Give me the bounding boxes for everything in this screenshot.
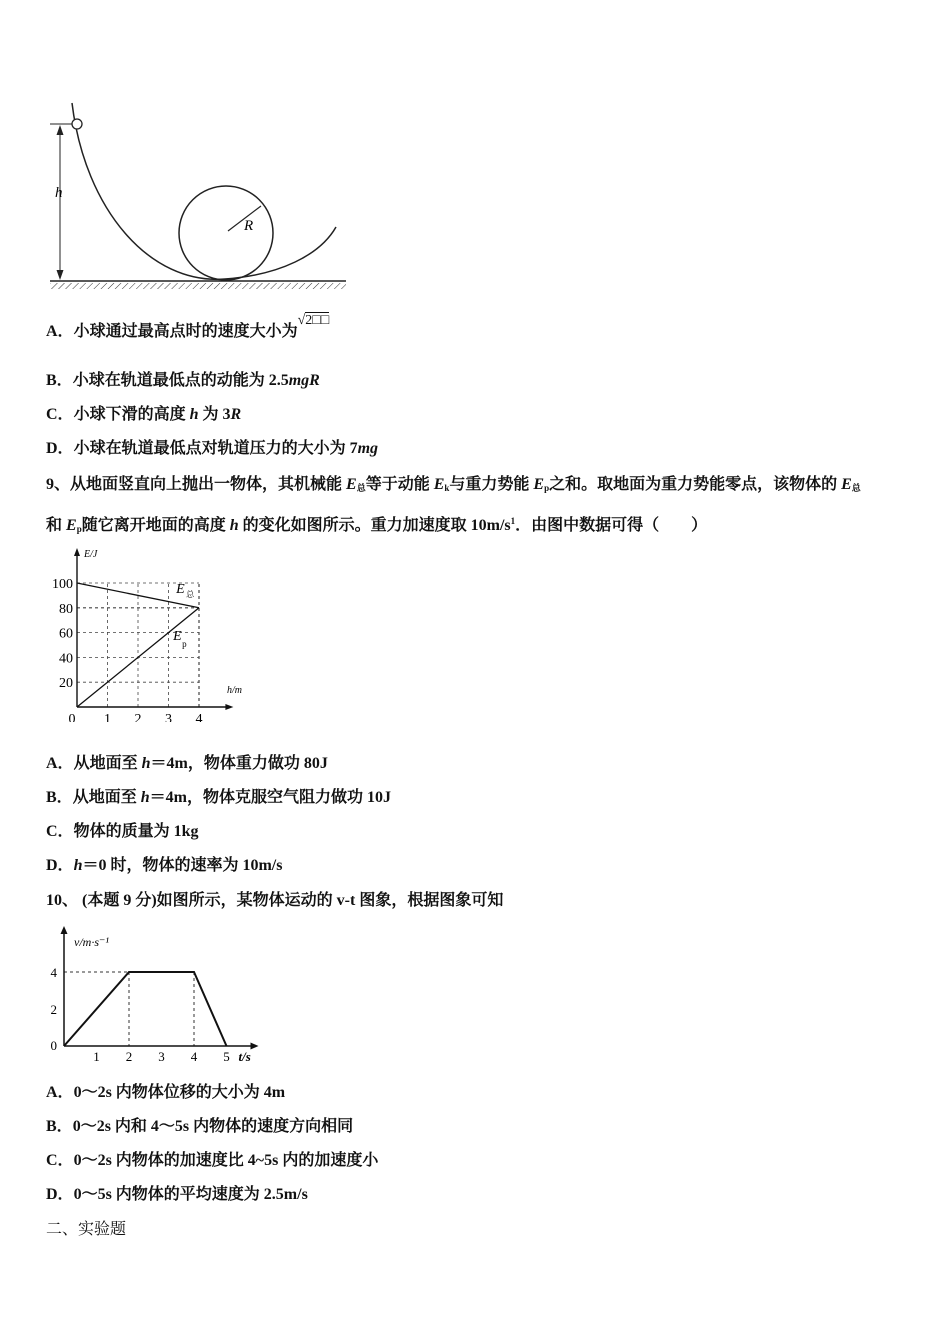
option-letter: C． [46, 823, 74, 840]
x-axis-label: h/m [227, 685, 242, 696]
y-tick-label: 80 [59, 601, 73, 617]
option-letter: A． [46, 323, 74, 340]
option-text: 0～2s 内物体位移的大小为 4m [73, 1084, 286, 1101]
option-var: h [140, 789, 150, 806]
x-tick-label: 2 [125, 1049, 133, 1064]
stem-text: 的变化如图所示。重力加速度取 10m/s [238, 517, 511, 534]
x-tick-label: 3 [165, 712, 172, 722]
symbol-e: E [433, 476, 445, 493]
y-axis-arrow [74, 548, 80, 556]
sqrt-radicand: 2□□ [305, 313, 330, 328]
option-letter: C． [46, 406, 74, 423]
q10-option-a[interactable] [46, 1083, 285, 1103]
option-text: 小球下滑的高度 [73, 406, 190, 423]
ground-hatch [50, 283, 346, 289]
q10-option-b[interactable] [46, 1117, 353, 1137]
x-tick-label: 1 [93, 1049, 100, 1064]
ball [72, 119, 82, 129]
symbol-sub: p [76, 524, 82, 534]
option-letter: B． [46, 1118, 73, 1135]
option-text: 小球在轨道最低点的动能为 2.5 [72, 372, 289, 389]
option-text: ＝0 时，物体的速率为 10m/s [82, 857, 283, 874]
height-label: h [55, 185, 63, 201]
x-axis-label: t/s [238, 1049, 251, 1064]
loop-circle [179, 186, 273, 280]
height-arrow-down [57, 270, 64, 280]
energy-height-chart [40, 542, 250, 722]
option-text: ＝4m，物体克服空气阻力做功 10J [149, 789, 391, 806]
q8-option-c[interactable] [46, 405, 241, 425]
symbol-e: E [346, 476, 357, 493]
y-tick-label: 2 [50, 1002, 57, 1017]
q8-option-d[interactable] [46, 439, 378, 459]
option-var: h [73, 857, 83, 874]
velocity-time-chart [40, 922, 265, 1067]
q9-option-d[interactable] [46, 856, 282, 876]
option-letter: A． [46, 1084, 74, 1101]
option-var: mgR [288, 372, 320, 389]
radius-label: R [244, 218, 254, 234]
x-tick-label: 2 [134, 712, 142, 722]
option-text: 从地面至 [72, 789, 141, 806]
q9-stem-line2 [46, 511, 707, 539]
q8-option-a[interactable] [46, 313, 330, 343]
option-letter: D． [46, 857, 74, 874]
q10-option-d[interactable] [46, 1185, 308, 1205]
option-letter: D． [46, 440, 74, 457]
height-arrow-up [57, 125, 64, 135]
q10-stem: 10、 (本题 9 分)如图所示，某物体运动的 v-t 图象，根据图象可知 [46, 892, 504, 909]
y-tick-label: 0 [50, 1038, 57, 1053]
stem-text: 等于动能 [365, 476, 434, 493]
x-axis-arrow [225, 704, 233, 710]
series-label-e-p-sub: p [182, 639, 187, 650]
section-title: 二、实验题 [46, 1221, 127, 1238]
q8-option-b[interactable] [46, 371, 320, 391]
y-tick-label: 40 [59, 651, 73, 667]
y-axis-label: E/J [84, 549, 98, 560]
symbol-h: h [229, 517, 239, 534]
x-tick-label: 4 [195, 712, 203, 722]
q10-option-c[interactable] [46, 1151, 378, 1171]
option-text: 小球在轨道最低点对轨道压力的大小为 7 [73, 440, 358, 457]
y-tick-label: 100 [52, 577, 73, 592]
q9-option-a[interactable] [46, 754, 328, 774]
option-var: R [230, 406, 242, 423]
track-loop-figure [40, 95, 360, 300]
q9-option-b[interactable] [46, 788, 391, 808]
stem-text: 和 [46, 517, 67, 534]
x-tick-label: 5 [223, 1049, 230, 1064]
option-text: 为 3 [198, 406, 231, 423]
series-label-e-p: E [173, 629, 182, 645]
q9-option-c[interactable] [46, 822, 198, 842]
symbol-e: E [841, 476, 852, 493]
option-text: 0～5s 内物体的平均速度为 2.5m/s [73, 1186, 308, 1203]
symbol-sub: 总 [356, 483, 366, 493]
option-letter: D． [46, 1186, 74, 1203]
series-label-e-total: E [176, 581, 185, 597]
option-text: 物体的质量为 1kg [73, 823, 199, 840]
symbol-sub: k [444, 483, 450, 493]
y-tick-label: 60 [59, 626, 73, 642]
option-var: h [141, 755, 151, 772]
stem-text: 与重力势能 [449, 476, 534, 493]
stem-text: 之和。取地面为重力势能零点，该物体的 [549, 476, 842, 493]
option-letter: B． [46, 372, 73, 389]
option-letter: B． [46, 789, 73, 806]
stem-text: ．由图中数据可得（ ） [515, 517, 708, 534]
option-var: mg [357, 440, 379, 457]
option-letter: C． [46, 1152, 74, 1169]
symbol-sub: 总 [851, 483, 861, 493]
option-text: 从地面至 [73, 755, 142, 772]
sqrt-formula [298, 311, 330, 331]
x-tick-label: 0 [68, 712, 76, 722]
option-var: h [189, 406, 199, 423]
option-text: 小球通过最高点时的速度大小为 [73, 323, 298, 340]
stem-text: 随它离开地面的高度 [81, 517, 230, 534]
option-text: 0～2s 内和 4～5s 内物体的速度方向相同 [72, 1118, 354, 1135]
x-tick-label: 3 [158, 1049, 165, 1064]
x-tick-label: 1 [104, 712, 111, 722]
option-letter: A． [46, 755, 74, 772]
symbol-sub: p [544, 483, 550, 493]
symbol-sup: 1 [510, 516, 516, 526]
symbol-e: E [66, 517, 77, 534]
option-text: ＝4m，物体重力做功 80J [150, 755, 328, 772]
option-text: 0～2s 内物体的加速度比 4~5s 内的加速度小 [73, 1152, 379, 1169]
y-tick-label: 4 [50, 965, 57, 980]
symbol-e: E [533, 476, 545, 493]
sqrt-sign: √ [297, 313, 306, 328]
y-tick-label: 20 [59, 676, 73, 692]
stem-text: 9、从地面竖直向上抛出一物体，其机械能 [46, 476, 347, 493]
y-axis-label: v/m·s⁻¹ [74, 935, 109, 949]
x-tick-label: 4 [190, 1049, 198, 1064]
q9-stem-line1 [46, 475, 861, 498]
series-label-e-total-sub: 总 [186, 589, 195, 599]
